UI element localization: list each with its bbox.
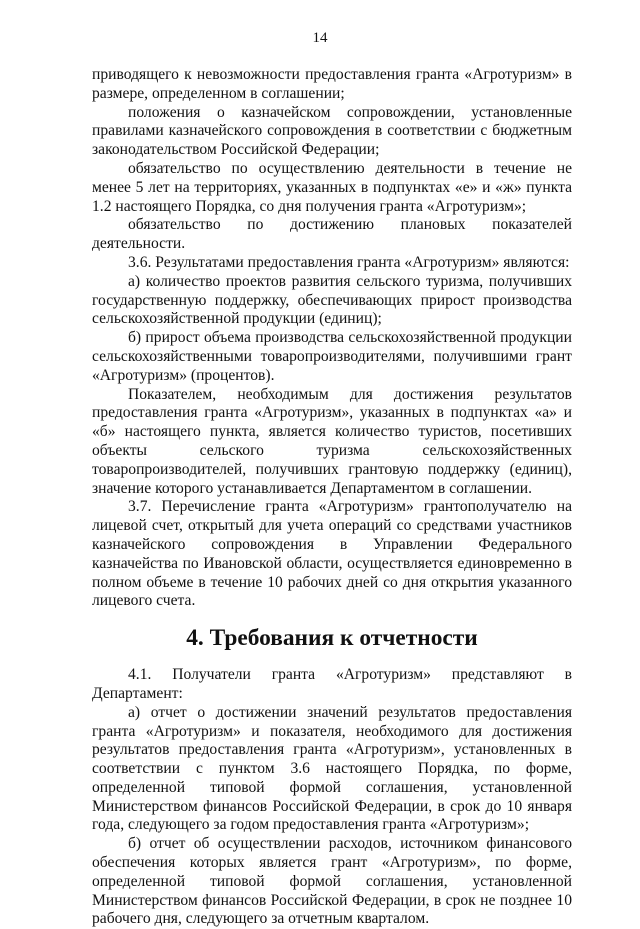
paragraph-activity-obligation: обязательство по осуществлению деятельности в течение не менее 5 лет на территориях, указанных в подпунктах «е» и «ж» пункта 1.2 настоящего Порядка, со дня получения гранта «Агротуризм»; <box>92 159 572 215</box>
paragraph-3-7: 3.7. Перечисление гранта «Агротуризм» грантополучателю на лицевой счет, открытый для учета операций со средствами участников казначейского сопровождения в Управлении Федерального казначейства по Ивановской области, осуществляется единовременно в полном объеме в течение 10 рабочих дней со дня открытия указанного лицевого счета. <box>92 498 572 610</box>
paragraph-treasury-support: положения о казначейском сопровождении, установленные правилами казначейского сопровождения в соответствии с бюджетным законодательством Российской Федерации; <box>92 103 572 159</box>
paragraph-4-1-a: а) отчет о достижении значений результатов предоставления гранта «Агротуризм» и показателя, необходимого для достижения результатов предоставления гранта «Агротуризм», установленных в соответствии с пунктом 3.6 настоящего Порядка, по форме, определенной типовой формой соглашения, установленной Министерством финансов Российской Федерации, в срок до 10 января года, следующего за годом предоставления гранта «Агротуризм»; <box>92 703 572 834</box>
paragraph-indicator: Показателем, необходимым для достижения результатов предоставления гранта «Агротуризм», указанных в подпунктах «а» и «б» настоящего пункта, является количество туристов, посетивших объекты сельского туризма сельскохозяйственных товаропроизводителей, получивших грантовую поддержку (единиц), значение которого устанавливается Департаментом в соглашении. <box>92 385 572 497</box>
paragraph-grant-size: приводящего к невозможности предоставления гранта «Агротуризм» в размере, определенном в соглашении; <box>92 66 572 102</box>
paragraph-4-1-b: б) отчет об осуществлении расходов, источником финансового обеспечения которых является грант «Агротуризм», по форме, определенной типовой формой соглашения, установленной Министерством финансов Российской Федерации, в срок не позднее 10 рабочего дня, следующего за отчетным кварталом. <box>92 835 572 928</box>
section-heading-reporting: 4. Требования к отчетности <box>186 625 478 652</box>
paragraph-4-1: 4.1. Получатели гранта «Агротуризм» представляют в Департамент: <box>92 666 572 702</box>
paragraph-3-6-a: а) количество проектов развития сельского туризма, получивших государственную поддержку, обеспечивающих прирост производства сельскохозяйственной продукции (единиц); <box>92 272 572 328</box>
document-body <box>92 66 572 929</box>
paragraph-3-6: 3.6. Результатами предоставления гранта «Агротуризм» являются: <box>128 253 570 271</box>
paragraph-planned-indicators: обязательство по достижению плановых показателей деятельности. <box>92 216 572 253</box>
page-number: 14 <box>312 30 328 46</box>
paragraph-3-6-b: б) прирост объема производства сельскохозяйственной продукции сельскохозяйственными товаропроизводителями, получившими грант «Агротуризм» (процентов). <box>92 329 572 384</box>
